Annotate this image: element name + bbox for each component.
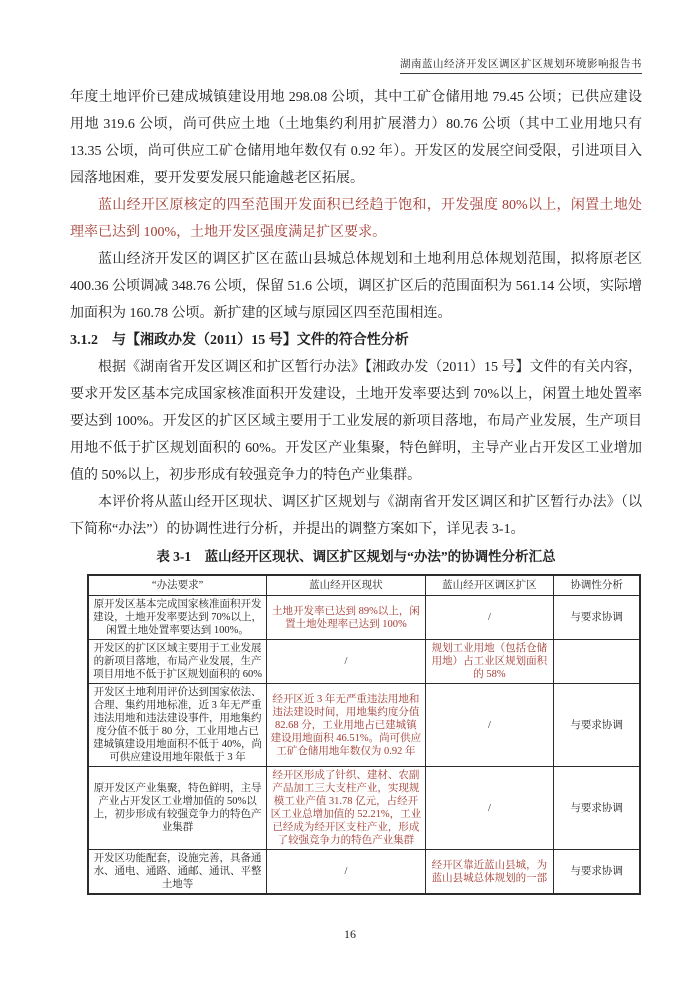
page-number: 16 <box>344 927 356 941</box>
paragraph-highlighted: 蓝山经开区原核定的四至范围开发面积已经趋于饱和，开发强度 80%以上，闲置土地处理率已达到 100%，土地开发区强度满足扩区要求。 <box>70 198 642 240</box>
table-header-cell: 协调性分析 <box>554 575 640 596</box>
document-body <box>70 84 642 895</box>
table-header-cell: 蓝山经开区调区扩区 <box>425 575 553 596</box>
table-title: 表 3-1 蓝山经开区现状、调区扩区规划与“办法”的协调性分析汇总 <box>156 549 556 564</box>
table-header-row <box>88 575 640 596</box>
paragraph: 蓝山经济开发区的调区扩区在蓝山县城总体规划和土地利用总体规划范围，拟将原老区 400.36 公顷调减 348.76 公顷，保留 51.6 公顷，调区扩区后的范围面积为 561.14 公顷，实际增加面积为 160.78 公顷。新扩建的区域与原园区四至范围相连。 <box>70 252 642 321</box>
table-cell: 经开区靠近蓝山县城，为蓝山县城总体规划的一部 <box>425 850 553 895</box>
table-cell: / <box>267 850 426 895</box>
section-heading-3-1-2: 3.1.2 与【湘政办发（2011）15 号】文件的符合性分析 <box>70 333 409 348</box>
table-cell: 与要求协调 <box>554 684 640 767</box>
table-cell: 与要求协调 <box>554 596 640 640</box>
table-cell: 与要求协调 <box>554 767 640 850</box>
table-row <box>88 767 640 850</box>
table-cell: 开发区的扩区区域主要用于工业发展的新项目落地，布局产业发展，生产项目用地不低于扩区规划面积的 60% <box>88 640 267 684</box>
compliance-analysis-table <box>87 574 641 895</box>
table-cell: 经开区形成了针织、建材、农副产品加工三大支柱产业，实现规模工业产值 31.78 亿元，占经开区工业总增加值的 52.21%，工业已经成为经开区支柱产业，形成了较强竞争力的特色产业集群 <box>267 767 426 850</box>
table-cell: 与要求协调 <box>554 850 640 895</box>
table-cell: 规划工业用地（包括仓储用地）占工业区规划面积的 58% <box>425 640 553 684</box>
table-cell: 开发区土地利用评价达到国家依法、合理、集约用地标准，近 3 年无严重违法用地和违法建设事件，用地集约度分值不低于 80 分，工业用地占已建城镇建设用地面积不低于 40%，尚可供应建设用地年限低于 3 年 <box>88 684 267 767</box>
paragraph: 根据《湖南省开发区调区和扩区暂行办法》【湘政办发（2011）15 号】文件的有关内容，要求开发区基本完成国家核准面积开发建设，土地开发率要达到 70%以上，闲置土地处置率要达到 100%。开发区的扩区区域主要用于工业发展的新项目落地，布局产业发展，生产项目用地不低于扩区规划面积的 60%。开发区产业集聚，特色鲜明，主导产业占开发区工业增加值的 50%以上，初步形成有较强竞争力的特色产业集群。 <box>70 360 642 483</box>
table-row <box>88 596 640 640</box>
table-cell: / <box>425 767 553 850</box>
table-header-cell: “办法要求” <box>88 575 267 596</box>
paragraph-continuation: 年度土地评价已建成城镇建设用地 298.08 公顷，其中工矿仓储用地 79.45 公顷；已供应建设用地 319.6 公顷，尚可供应土地（土地集约利用扩展潜力）80.76 公顷（其中工业用地只有 13.35 公顷，尚可供应工矿仓储用地年数仅有 0.92 年）。开发区的发展空间受限，引进项目入园落地困难，要开发要发展只能逾越老区拓展。 <box>70 90 642 186</box>
table-cell: 原开发区产业集聚，特色鲜明，主导产业占开发区工业增加值的 50%以上，初步形成有较强竞争力的特色产业集群 <box>88 767 267 850</box>
table-cell: / <box>425 596 553 640</box>
table-row <box>88 850 640 895</box>
table-cell: / <box>267 640 426 684</box>
table-cell: 原开发区基本完成国家核准面积开发建设，土地开发率要达到 70%以上，闲置土地处置率要达到 100%。 <box>88 596 267 640</box>
table-cell: 开发区功能配套，设施完善，具备通水、通电、通路、通邮、通讯、平整土地等 <box>88 850 267 895</box>
running-header <box>400 56 642 71</box>
table-header-cell: 蓝山经开区现状 <box>267 575 426 596</box>
table-cell <box>554 640 640 684</box>
table-cell: 土地开发率已达到 89%以上，闲置土地处理率已达到 100% <box>267 596 426 640</box>
table-cell: 经开区近 3 年无严重违法用地和违法建设时间，用地集约度分值 82.68 分，工业用地占已建城镇建设用地面积 46.51%。尚可供应工矿仓储用地年数仅为 0.92 年 <box>267 684 426 767</box>
paragraph: 本评价将从蓝山经开区现状、调区扩区规划与《湖南省开发区调区和扩区暂行办法》（以下简称“办法”）的协调性进行分析，并提出的调整方案如下，详见表 3-1。 <box>70 495 642 537</box>
table-row <box>88 640 640 684</box>
table-row <box>88 684 640 767</box>
running-header-title: 湖南蓝山经济开发区调区扩区规划环境影响报告书 <box>400 59 642 74</box>
table-cell: / <box>425 684 553 767</box>
